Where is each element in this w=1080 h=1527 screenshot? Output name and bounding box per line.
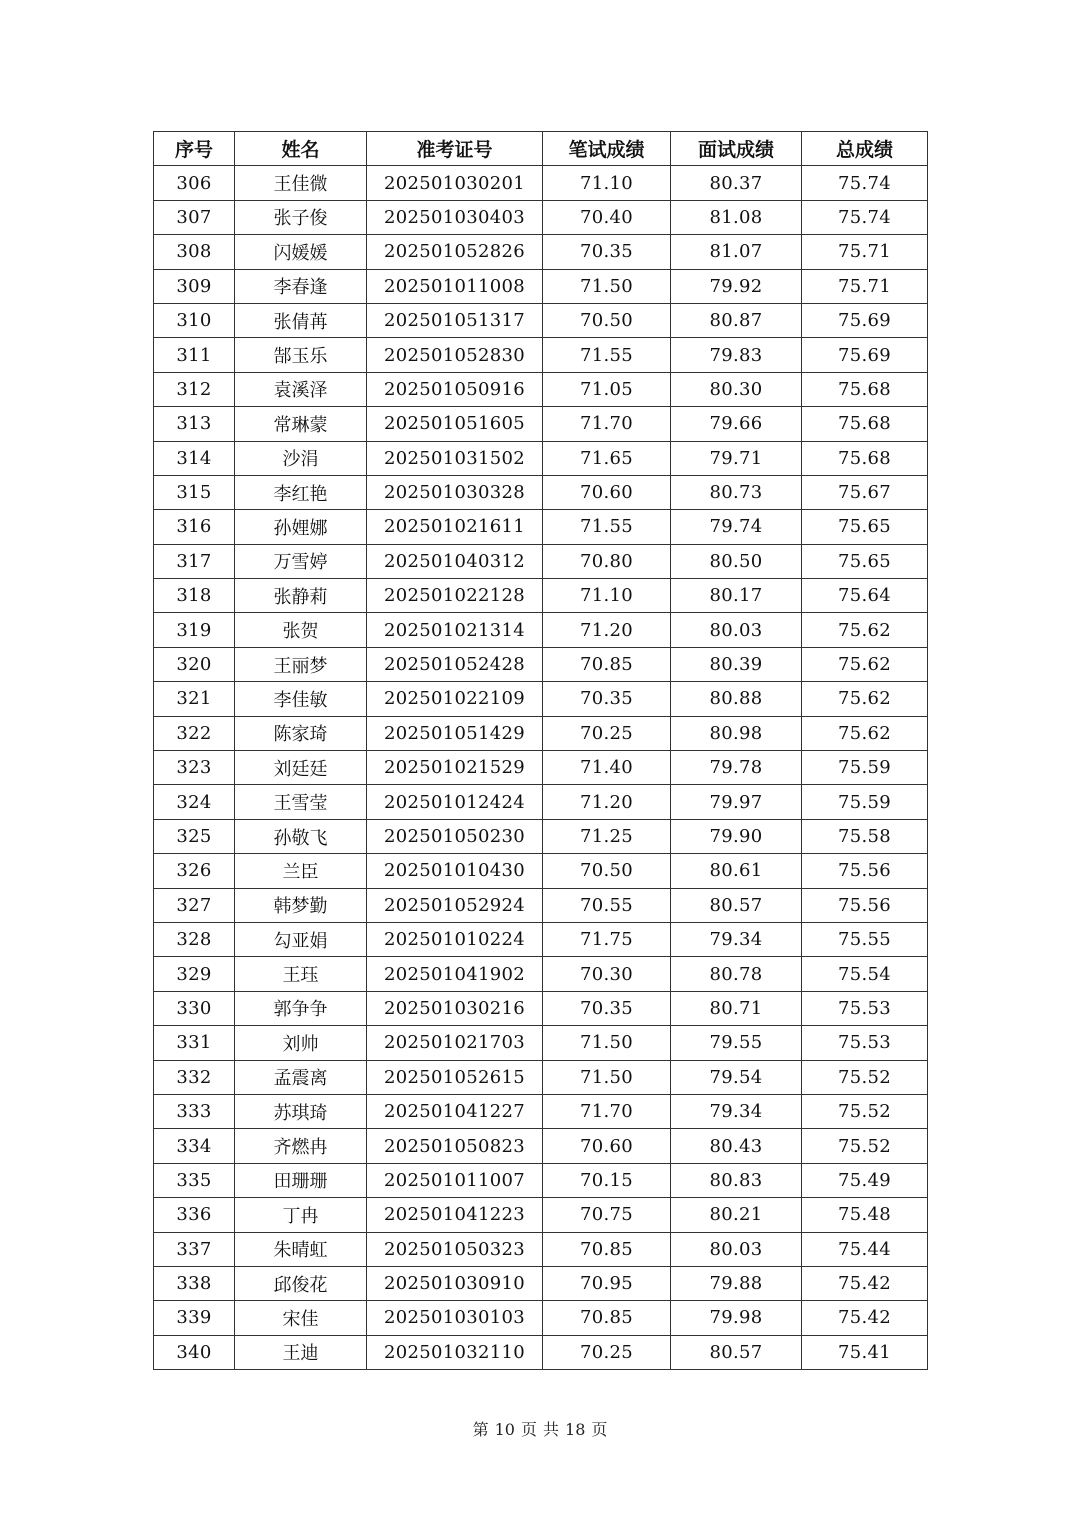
cell-name: 韩梦勤 [235, 888, 367, 922]
cell-written-score: 70.50 [543, 854, 671, 888]
cell-total-score: 75.53 [802, 1026, 928, 1060]
cell-name: 邱俊花 [235, 1266, 367, 1300]
cell-interview-score: 80.30 [671, 372, 802, 406]
cell-interview-score: 80.87 [671, 303, 802, 337]
table-row [154, 235, 928, 269]
cell-exam-id: 202501051605 [367, 407, 543, 441]
cell-seq: 315 [154, 475, 235, 509]
cell-seq: 335 [154, 1163, 235, 1197]
cell-interview-score: 80.61 [671, 854, 802, 888]
cell-exam-id: 202501022109 [367, 682, 543, 716]
cell-written-score: 70.85 [543, 1232, 671, 1266]
table-row [154, 1163, 928, 1197]
cell-interview-score: 80.88 [671, 682, 802, 716]
cell-seq: 325 [154, 819, 235, 853]
cell-seq: 317 [154, 544, 235, 578]
cell-total-score: 75.56 [802, 888, 928, 922]
cell-name: 王佳微 [235, 166, 367, 200]
col-header-exam-id: 准考证号 [367, 132, 543, 166]
cell-exam-id: 202501040312 [367, 544, 543, 578]
cell-written-score: 71.20 [543, 785, 671, 819]
cell-interview-score: 80.71 [671, 991, 802, 1025]
cell-seq: 322 [154, 716, 235, 750]
table-row [154, 957, 928, 991]
cell-total-score: 75.54 [802, 957, 928, 991]
table-row [154, 475, 928, 509]
cell-written-score: 70.55 [543, 888, 671, 922]
cell-seq: 318 [154, 579, 235, 613]
cell-interview-score: 81.07 [671, 235, 802, 269]
cell-seq: 319 [154, 613, 235, 647]
cell-written-score: 70.40 [543, 200, 671, 234]
cell-seq: 312 [154, 372, 235, 406]
cell-seq: 314 [154, 441, 235, 475]
cell-total-score: 75.42 [802, 1301, 928, 1335]
cell-written-score: 71.05 [543, 372, 671, 406]
cell-name: 丁冉 [235, 1198, 367, 1232]
cell-interview-score: 80.50 [671, 544, 802, 578]
cell-seq: 333 [154, 1094, 235, 1128]
cell-name: 沙涓 [235, 441, 367, 475]
cell-interview-score: 79.92 [671, 269, 802, 303]
cell-seq: 320 [154, 647, 235, 681]
table-row [154, 510, 928, 544]
cell-name: 宋佳 [235, 1301, 367, 1335]
table-body [154, 166, 928, 1370]
col-header-interview-score: 面试成绩 [671, 132, 802, 166]
cell-written-score: 70.85 [543, 647, 671, 681]
table-row [154, 716, 928, 750]
cell-name: 刘帅 [235, 1026, 367, 1060]
cell-interview-score: 80.21 [671, 1198, 802, 1232]
cell-exam-id: 202501041223 [367, 1198, 543, 1232]
cell-seq: 310 [154, 303, 235, 337]
cell-exam-id: 202501030103 [367, 1301, 543, 1335]
cell-seq: 313 [154, 407, 235, 441]
table-row [154, 1198, 928, 1232]
cell-total-score: 75.56 [802, 854, 928, 888]
table-row [154, 544, 928, 578]
cell-interview-score: 80.78 [671, 957, 802, 991]
table-row [154, 200, 928, 234]
cell-exam-id: 202501050230 [367, 819, 543, 853]
cell-name: 朱晴虹 [235, 1232, 367, 1266]
cell-written-score: 70.75 [543, 1198, 671, 1232]
cell-exam-id: 202501021529 [367, 751, 543, 785]
table-row [154, 579, 928, 613]
footer-current-page: 10 [494, 1420, 515, 1439]
table-row [154, 407, 928, 441]
cell-total-score: 75.64 [802, 579, 928, 613]
cell-seq: 311 [154, 338, 235, 372]
cell-name: 王迪 [235, 1335, 367, 1369]
cell-written-score: 71.40 [543, 751, 671, 785]
cell-exam-id: 202501022128 [367, 579, 543, 613]
cell-name: 常琳蒙 [235, 407, 367, 441]
cell-total-score: 75.62 [802, 647, 928, 681]
table-row [154, 372, 928, 406]
header-row [154, 132, 928, 166]
table-row [154, 682, 928, 716]
cell-interview-score: 79.83 [671, 338, 802, 372]
cell-name: 孙娌娜 [235, 510, 367, 544]
cell-total-score: 75.48 [802, 1198, 928, 1232]
table-row [154, 303, 928, 337]
cell-seq: 329 [154, 957, 235, 991]
cell-written-score: 70.25 [543, 1335, 671, 1369]
cell-exam-id: 202501021314 [367, 613, 543, 647]
cell-written-score: 70.60 [543, 475, 671, 509]
cell-exam-id: 202501050323 [367, 1232, 543, 1266]
cell-name: 王丽梦 [235, 647, 367, 681]
cell-name: 万雪婷 [235, 544, 367, 578]
cell-name: 孙敬飞 [235, 819, 367, 853]
table-row [154, 1301, 928, 1335]
cell-exam-id: 202501051317 [367, 303, 543, 337]
col-header-name: 姓名 [235, 132, 367, 166]
cell-exam-id: 202501012424 [367, 785, 543, 819]
cell-name: 袁溪泽 [235, 372, 367, 406]
cell-written-score: 70.25 [543, 716, 671, 750]
table-row [154, 1129, 928, 1163]
cell-name: 郜玉乐 [235, 338, 367, 372]
table-row [154, 854, 928, 888]
cell-interview-score: 80.39 [671, 647, 802, 681]
cell-seq: 327 [154, 888, 235, 922]
cell-total-score: 75.52 [802, 1094, 928, 1128]
table-row [154, 166, 928, 200]
cell-interview-score: 79.34 [671, 1094, 802, 1128]
cell-interview-score: 79.71 [671, 441, 802, 475]
cell-total-score: 75.69 [802, 338, 928, 372]
cell-exam-id: 202501052428 [367, 647, 543, 681]
cell-name: 李春逢 [235, 269, 367, 303]
cell-name: 李佳敏 [235, 682, 367, 716]
cell-exam-id: 202501050916 [367, 372, 543, 406]
cell-total-score: 75.68 [802, 441, 928, 475]
cell-name: 刘廷廷 [235, 751, 367, 785]
cell-name: 王珏 [235, 957, 367, 991]
cell-written-score: 71.50 [543, 269, 671, 303]
cell-exam-id: 202501030910 [367, 1266, 543, 1300]
cell-written-score: 71.65 [543, 441, 671, 475]
cell-seq: 331 [154, 1026, 235, 1060]
cell-written-score: 71.75 [543, 922, 671, 956]
cell-interview-score: 79.34 [671, 922, 802, 956]
col-header-written-score: 笔试成绩 [543, 132, 671, 166]
cell-interview-score: 81.08 [671, 200, 802, 234]
cell-written-score: 71.25 [543, 819, 671, 853]
cell-written-score: 71.10 [543, 166, 671, 200]
cell-seq: 324 [154, 785, 235, 819]
cell-exam-id: 202501052924 [367, 888, 543, 922]
cell-total-score: 75.74 [802, 200, 928, 234]
footer-total-word: 共 [543, 1420, 560, 1439]
cell-seq: 308 [154, 235, 235, 269]
cell-name: 张子俊 [235, 200, 367, 234]
page-footer [0, 1417, 1080, 1440]
cell-written-score: 71.20 [543, 613, 671, 647]
cell-interview-score: 79.90 [671, 819, 802, 853]
cell-seq: 336 [154, 1198, 235, 1232]
cell-seq: 321 [154, 682, 235, 716]
footer-suffix: 页 [591, 1420, 608, 1439]
cell-total-score: 75.65 [802, 510, 928, 544]
cell-exam-id: 202501052826 [367, 235, 543, 269]
col-header-total-score: 总成绩 [802, 132, 928, 166]
cell-seq: 332 [154, 1060, 235, 1094]
cell-seq: 340 [154, 1335, 235, 1369]
cell-written-score: 70.60 [543, 1129, 671, 1163]
cell-seq: 330 [154, 991, 235, 1025]
cell-exam-id: 202501021703 [367, 1026, 543, 1060]
cell-exam-id: 202501052830 [367, 338, 543, 372]
cell-written-score: 70.35 [543, 235, 671, 269]
cell-written-score: 70.95 [543, 1266, 671, 1300]
cell-written-score: 70.35 [543, 991, 671, 1025]
col-header-seq: 序号 [154, 132, 235, 166]
cell-name: 闪媛媛 [235, 235, 367, 269]
cell-name: 勾亚娟 [235, 922, 367, 956]
cell-exam-id: 202501041227 [367, 1094, 543, 1128]
cell-seq: 339 [154, 1301, 235, 1335]
table-row [154, 269, 928, 303]
cell-seq: 338 [154, 1266, 235, 1300]
cell-written-score: 70.15 [543, 1163, 671, 1197]
cell-interview-score: 80.57 [671, 1335, 802, 1369]
cell-total-score: 75.53 [802, 991, 928, 1025]
cell-interview-score: 79.55 [671, 1026, 802, 1060]
table-row [154, 819, 928, 853]
cell-total-score: 75.67 [802, 475, 928, 509]
cell-seq: 334 [154, 1129, 235, 1163]
cell-total-score: 75.65 [802, 544, 928, 578]
score-table [153, 131, 928, 1370]
cell-interview-score: 79.88 [671, 1266, 802, 1300]
table-row [154, 613, 928, 647]
cell-name: 张倩苒 [235, 303, 367, 337]
cell-seq: 307 [154, 200, 235, 234]
cell-exam-id: 202501030403 [367, 200, 543, 234]
cell-written-score: 70.30 [543, 957, 671, 991]
cell-seq: 326 [154, 854, 235, 888]
cell-seq: 316 [154, 510, 235, 544]
cell-exam-id: 202501030201 [367, 166, 543, 200]
footer-page-unit: 页 [520, 1420, 537, 1439]
cell-interview-score: 79.66 [671, 407, 802, 441]
cell-exam-id: 202501011008 [367, 269, 543, 303]
cell-interview-score: 80.37 [671, 166, 802, 200]
cell-written-score: 71.70 [543, 1094, 671, 1128]
cell-total-score: 75.69 [802, 303, 928, 337]
cell-written-score: 70.80 [543, 544, 671, 578]
cell-interview-score: 80.57 [671, 888, 802, 922]
cell-total-score: 75.59 [802, 751, 928, 785]
cell-written-score: 70.35 [543, 682, 671, 716]
cell-total-score: 75.62 [802, 682, 928, 716]
cell-written-score: 71.50 [543, 1060, 671, 1094]
cell-exam-id: 202501050823 [367, 1129, 543, 1163]
cell-written-score: 71.55 [543, 338, 671, 372]
table-row [154, 338, 928, 372]
cell-name: 李红艳 [235, 475, 367, 509]
table-row [154, 1335, 928, 1369]
cell-name: 苏琪琦 [235, 1094, 367, 1128]
cell-interview-score: 80.03 [671, 1232, 802, 1266]
cell-interview-score: 79.74 [671, 510, 802, 544]
cell-seq: 323 [154, 751, 235, 785]
table-row [154, 441, 928, 475]
cell-total-score: 75.52 [802, 1060, 928, 1094]
cell-interview-score: 80.03 [671, 613, 802, 647]
footer-total-pages: 18 [565, 1420, 586, 1439]
cell-exam-id: 202501052615 [367, 1060, 543, 1094]
cell-total-score: 75.62 [802, 613, 928, 647]
cell-total-score: 75.58 [802, 819, 928, 853]
cell-name: 王雪莹 [235, 785, 367, 819]
cell-interview-score: 80.73 [671, 475, 802, 509]
table-row [154, 1060, 928, 1094]
cell-interview-score: 79.78 [671, 751, 802, 785]
cell-seq: 306 [154, 166, 235, 200]
cell-exam-id: 202501011007 [367, 1163, 543, 1197]
cell-total-score: 75.41 [802, 1335, 928, 1369]
cell-written-score: 71.50 [543, 1026, 671, 1060]
table-row [154, 785, 928, 819]
cell-exam-id: 202501031502 [367, 441, 543, 475]
cell-total-score: 75.52 [802, 1129, 928, 1163]
cell-name: 张静莉 [235, 579, 367, 613]
cell-total-score: 75.62 [802, 716, 928, 750]
cell-total-score: 75.55 [802, 922, 928, 956]
cell-total-score: 75.44 [802, 1232, 928, 1266]
cell-interview-score: 80.83 [671, 1163, 802, 1197]
cell-name: 兰臣 [235, 854, 367, 888]
cell-interview-score: 80.43 [671, 1129, 802, 1163]
cell-interview-score: 79.98 [671, 1301, 802, 1335]
table-row [154, 1094, 928, 1128]
cell-name: 田珊珊 [235, 1163, 367, 1197]
cell-interview-score: 80.17 [671, 579, 802, 613]
cell-exam-id: 202501010430 [367, 854, 543, 888]
cell-total-score: 75.59 [802, 785, 928, 819]
cell-total-score: 75.49 [802, 1163, 928, 1197]
cell-seq: 309 [154, 269, 235, 303]
cell-interview-score: 79.97 [671, 785, 802, 819]
cell-exam-id: 202501051429 [367, 716, 543, 750]
cell-total-score: 75.42 [802, 1266, 928, 1300]
cell-total-score: 75.71 [802, 235, 928, 269]
cell-total-score: 75.71 [802, 269, 928, 303]
cell-total-score: 75.68 [802, 407, 928, 441]
cell-name: 郭争争 [235, 991, 367, 1025]
cell-name: 齐燃冉 [235, 1129, 367, 1163]
cell-written-score: 70.85 [543, 1301, 671, 1335]
cell-interview-score: 79.54 [671, 1060, 802, 1094]
cell-exam-id: 202501030216 [367, 991, 543, 1025]
cell-exam-id: 202501032110 [367, 1335, 543, 1369]
cell-written-score: 71.70 [543, 407, 671, 441]
cell-exam-id: 202501010224 [367, 922, 543, 956]
cell-exam-id: 202501030328 [367, 475, 543, 509]
cell-total-score: 75.74 [802, 166, 928, 200]
cell-seq: 337 [154, 1232, 235, 1266]
table-row [154, 991, 928, 1025]
cell-exam-id: 202501041902 [367, 957, 543, 991]
table-row [154, 1232, 928, 1266]
table-row [154, 1266, 928, 1300]
cell-total-score: 75.68 [802, 372, 928, 406]
table-row [154, 922, 928, 956]
table-row [154, 647, 928, 681]
cell-written-score: 71.10 [543, 579, 671, 613]
cell-written-score: 70.50 [543, 303, 671, 337]
cell-seq: 328 [154, 922, 235, 956]
table-row [154, 1026, 928, 1060]
cell-exam-id: 202501021611 [367, 510, 543, 544]
table-row [154, 751, 928, 785]
cell-name: 孟震离 [235, 1060, 367, 1094]
cell-name: 张贺 [235, 613, 367, 647]
footer-prefix: 第 [472, 1420, 489, 1439]
cell-interview-score: 80.98 [671, 716, 802, 750]
cell-written-score: 71.55 [543, 510, 671, 544]
cell-name: 陈家琦 [235, 716, 367, 750]
table-row [154, 888, 928, 922]
